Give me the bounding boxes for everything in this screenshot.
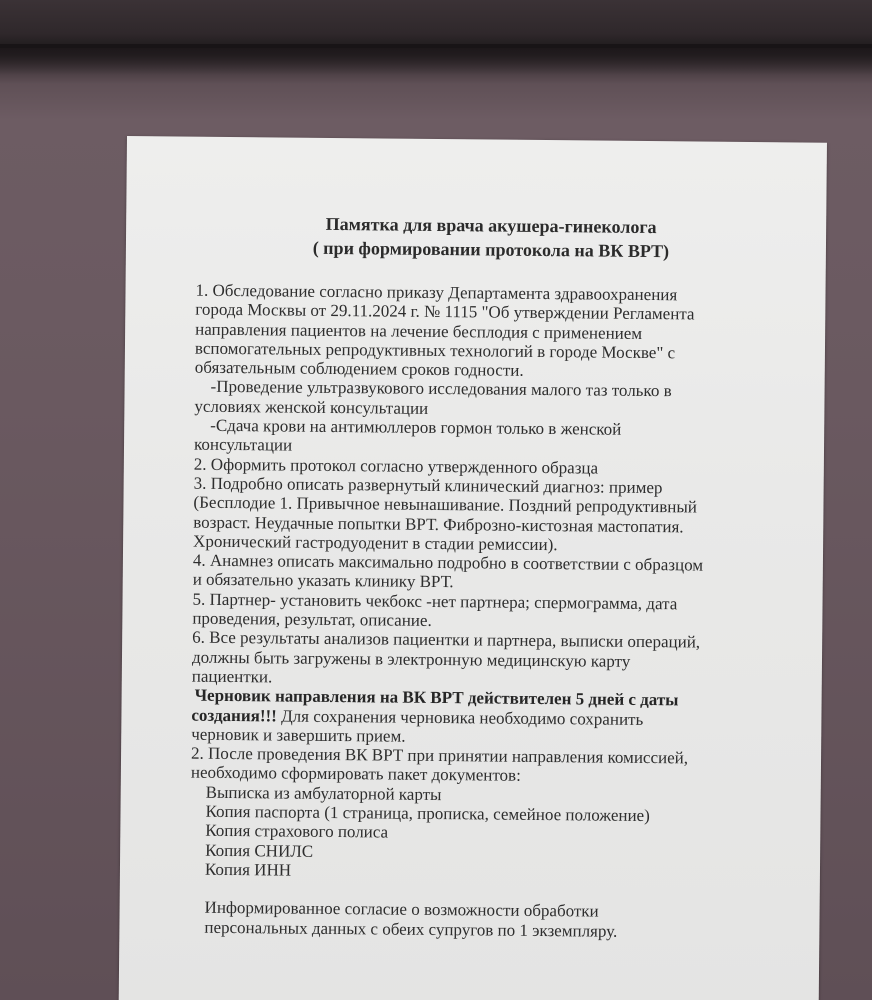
post-commission-item: 2. После проведения ВК ВРТ при принятии направления комиссией, [190,743,689,768]
item-1-subpoint-ultrasound: -Проведение ультразвукового исследования малого таз только в [210,377,672,401]
draft-save-instruction-cont: черновик и завершить прием. [191,724,406,746]
draft-save-instruction: Для сохранения черновика необходимо сохранить [276,705,644,729]
item-6-line: должны быть загружены в электронную медицинскую карту [191,647,631,671]
item-1-line: города Москвы от 29.11.2024 г. № 1115 "Об утверждении Регламента [195,299,695,324]
item-6-line: 6. Все результаты анализов пациентки и партнера, выписки операций, [192,627,701,652]
document-list-item: Копия паспорта (1 страница, прописка, семейное положение) [205,801,650,826]
wall-upper-edge [0,0,872,48]
item-1-subpoint-amh-cont: консультации [193,435,293,455]
memo-body [189,281,815,943]
item-1-line: вспомогательных репродуктивных технологий в городе Москве" с [194,338,676,363]
printed-memo-sheet [119,136,827,1000]
consent-note-line-2: персональных данных с обеих супругов по 1 экземпляру. [204,917,618,941]
item-1-line: 1. Обследование согласно приказу Департамента здравоохранения [195,280,678,305]
document-list-item: Копия страхового полиса [205,821,389,842]
item-2: 2. Оформить протокол согласно утвержденного образца [193,454,599,478]
item-3-line: возраст. Неудачные попытки ВРТ. Фиброзно-кистозная мастопатия. [193,512,684,536]
memo-title-line-2: ( при формировании протокола на ВК ВРТ) [312,237,670,262]
consent-note-line-1: Информированное согласие о возможности обработки [204,897,599,921]
wall-shadow [0,44,872,84]
item-1-line: направления пациентов на лечение бесплодия с применением [195,319,643,343]
draft-warning-bold-end: создания!!! [191,705,277,725]
item-3-line: Хронический гастродуоденит в стадии ремиссии). [193,531,558,555]
item-6-line: пациентки. [191,666,273,687]
item-5-line: проведения, результат, описание. [192,608,432,630]
item-1-subpoint-amh: -Сдача крови на антимюллеров гормон только в женской [210,415,622,439]
item-4-line: 4. Анамнез описать максимально подробно в соответствии с образцом [192,550,704,575]
item-3-line: (Бесплодие 1. Привычное невынашивание. Поздний репродуктивный [193,492,698,517]
document-list-item: Выписка из амбулаторной карты [205,782,442,804]
item-4-line: и обязательно указать клинику ВРТ. [192,570,454,592]
memo-title-line-1: Памятка для врача акушера-гинеколога [325,213,657,238]
item-1-subpoint-ultrasound-cont: условиях женской консультации [194,396,429,418]
document-list-item: Копия СНИЛС [205,840,314,861]
memo-title [126,210,826,265]
item-1-line: обязательным соблюдением сроков годности. [194,357,524,381]
draft-warning-bold: Черновик направления на ВК ВРТ действителен 5 дней с даты [194,685,679,710]
document-list-item: Копия ИНН [204,859,292,880]
item-5-line: 5. Партнер- установить чекбокс -нет партнера; спермограмма, дата [192,589,678,614]
post-commission-item-cont: необходимо сформировать пакет документов: [190,763,521,786]
item-3-line: 3. Подробно описать развернутый клинический диагноз: пример [193,473,663,498]
